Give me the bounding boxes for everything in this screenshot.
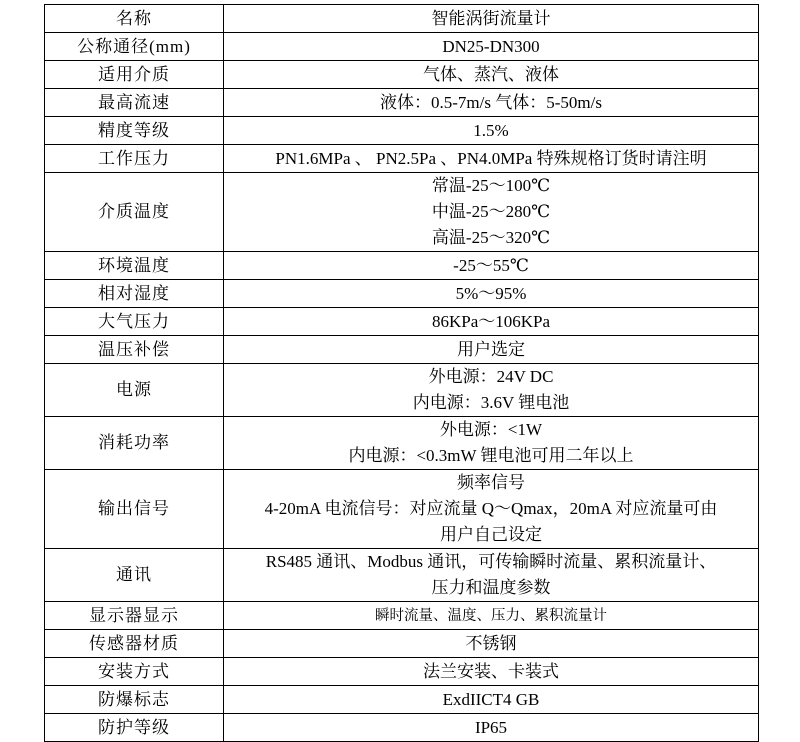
spec-value-line: 压力和温度参数	[431, 578, 551, 597]
spec-value	[224, 686, 759, 714]
table-row	[45, 470, 759, 549]
spec-label: 通讯	[45, 549, 224, 602]
spec-label: 输出信号	[45, 470, 224, 549]
spec-table	[44, 4, 759, 742]
spec-value	[224, 602, 759, 630]
spec-value	[224, 336, 759, 364]
spec-label: 大气压力	[45, 308, 224, 336]
table-row	[45, 89, 759, 117]
spec-value-line: 外电源：24V DC	[428, 367, 554, 386]
spec-label: 相对湿度	[45, 280, 224, 308]
table-row	[45, 145, 759, 173]
spec-label: 显示器显示	[45, 602, 224, 630]
spec-table-body	[45, 5, 759, 742]
spec-label: 防护等级	[45, 714, 224, 742]
spec-label: 工作压力	[45, 145, 224, 173]
spec-value-line: 常温-25～100℃	[431, 176, 551, 195]
table-row	[45, 549, 759, 602]
spec-value-line: 智能涡街流量计	[431, 8, 551, 28]
table-row	[45, 33, 759, 61]
table-row	[45, 280, 759, 308]
spec-value	[224, 173, 759, 252]
spec-value-line: 用户选定	[457, 339, 525, 359]
table-row	[45, 602, 759, 630]
spec-label: 电源	[45, 364, 224, 417]
spec-value-line: 液体：0.5-7m/s 气体：5-50m/s	[380, 92, 602, 112]
spec-value-line: 法兰安装、卡装式	[423, 661, 559, 681]
spec-value-line: IP65	[474, 717, 508, 737]
spec-value	[224, 33, 759, 61]
table-row	[45, 173, 759, 252]
spec-label: 防爆标志	[45, 686, 224, 714]
spec-label: 消耗功率	[45, 417, 224, 470]
spec-value	[224, 145, 759, 173]
spec-value-line: 不锈钢	[465, 633, 517, 653]
spec-value-line: 用户自己设定	[440, 525, 542, 544]
spec-value	[224, 364, 759, 417]
table-row	[45, 308, 759, 336]
spec-value-line: 5%～95%	[455, 283, 527, 303]
spec-value	[224, 117, 759, 145]
table-row	[45, 117, 759, 145]
spec-value-line: 外电源：<1W	[439, 420, 543, 439]
spec-label: 名称	[45, 5, 224, 33]
table-row	[45, 336, 759, 364]
table-row	[45, 61, 759, 89]
spec-value	[224, 630, 759, 658]
spec-label: 精度等级	[45, 117, 224, 145]
spec-label: 最高流速	[45, 89, 224, 117]
spec-value-line: 4-20mA 电流信号：对应流量 Q～Qmax，20mA 对应流量可由	[264, 499, 718, 518]
table-row	[45, 630, 759, 658]
spec-value	[224, 5, 759, 33]
spec-value-line: ExdIICT4 GB	[442, 689, 540, 709]
spec-label: 环境温度	[45, 252, 224, 280]
table-row	[45, 686, 759, 714]
spec-value-line: 内电源：<0.3mW 锂电池可用二年以上	[348, 446, 634, 465]
spec-value	[224, 549, 759, 602]
spec-value-line: RS485 通讯、Modbus 通讯，可传输瞬时流量、累积流量计、	[265, 552, 717, 571]
spec-value	[224, 252, 759, 280]
spec-value-line: PN1.6MPa 、 PN2.5Pa 、PN4.0MPa 特殊规格订货时请注明	[275, 148, 707, 168]
spec-label: 温压补偿	[45, 336, 224, 364]
table-row	[45, 364, 759, 417]
table-row	[45, 252, 759, 280]
spec-label: 适用介质	[45, 61, 224, 89]
table-row	[45, 417, 759, 470]
spec-value-line: 内电源：3.6V 锂电池	[412, 393, 570, 412]
spec-value	[224, 280, 759, 308]
spec-value-line: 气体、蒸汽、液体	[423, 64, 559, 84]
spec-value	[224, 308, 759, 336]
spec-value	[224, 417, 759, 470]
spec-value	[224, 714, 759, 742]
spec-value-line: DN25-DN300	[442, 36, 540, 56]
spec-label: 公称通径(mm)	[45, 33, 224, 61]
spec-value-line: 1.5%	[473, 120, 509, 140]
spec-value-line: 中温-25～280℃	[431, 202, 551, 221]
spec-value	[224, 89, 759, 117]
spec-value-line: 瞬时流量、温度、压力、累积流量计	[375, 607, 607, 624]
spec-label: 传感器材质	[45, 630, 224, 658]
spec-value-line: 86KPa～106KPa	[431, 311, 551, 331]
spec-value-line: 频率信号	[457, 473, 525, 492]
spec-label: 安装方式	[45, 658, 224, 686]
table-row	[45, 658, 759, 686]
table-row	[45, 714, 759, 742]
spec-value-line: -25～55℃	[453, 255, 529, 275]
spec-value-line: 高温-25～320℃	[431, 228, 551, 247]
table-row	[45, 5, 759, 33]
spec-value	[224, 658, 759, 686]
spec-value	[224, 470, 759, 549]
spec-value	[224, 61, 759, 89]
spec-label: 介质温度	[45, 173, 224, 252]
